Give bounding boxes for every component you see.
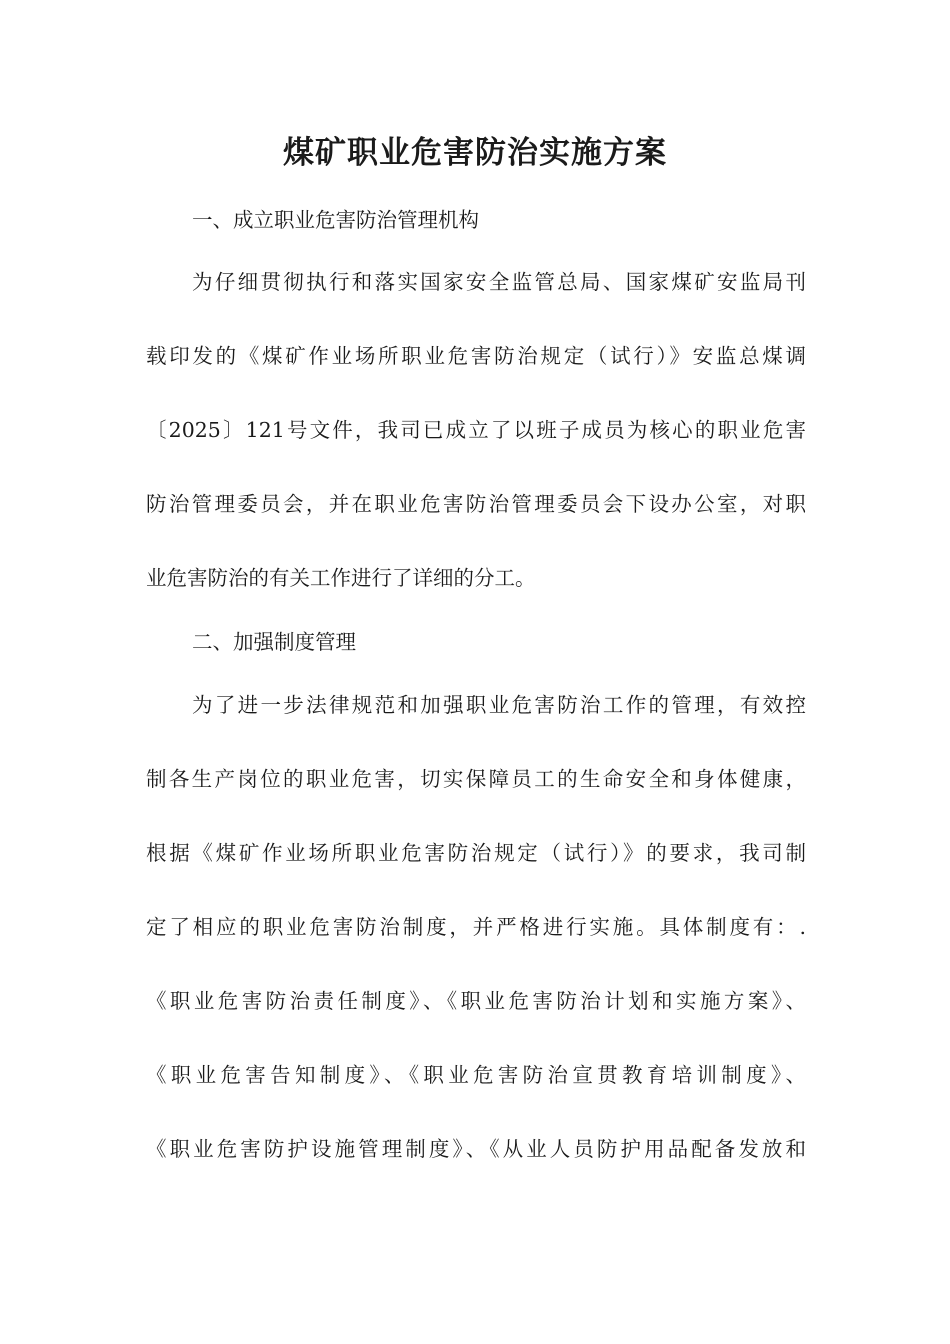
paragraph-line: 为仔细贯彻执行和落实国家安全监管总局、国家煤矿安监局刊 (192, 270, 806, 294)
paragraph-line: 业危害防治的有关工作进行了详细的分工。 (146, 566, 536, 590)
paragraph-line: 《职业危害防护设施管理制度》、《从业人员防护用品配备发放和 (146, 1137, 806, 1161)
paragraph-line: 定了相应的职业危害防治制度，并严格进行实施。具体制度有：. (146, 915, 806, 939)
section-heading-2: 二、加强制度管理 (192, 630, 356, 654)
paragraph-line: 〔2025〕121号文件，我司已成立了以班子成员为核心的职业危害 (146, 418, 806, 442)
paragraph-line: 防治管理委员会，并在职业危害防治管理委员会下设办公室，对职 (146, 492, 806, 516)
paragraph-line: 载印发的《煤矿作业场所职业危害防治规定（试行）》安监总煤调 (146, 344, 806, 368)
paragraph-line: 根据《煤矿作业场所职业危害防治规定（试行）》的要求，我司制 (146, 841, 806, 865)
paragraph-line: 《职业危害防治责任制度》、《职业危害防治计划和实施方案》、 (146, 989, 806, 1013)
section-heading-1: 一、成立职业危害防治管理机构 (192, 208, 479, 232)
paragraph-line: 《职业危害告知制度》、《职业危害防治宣贯教育培训制度》、 (146, 1063, 806, 1087)
paragraph-line: 为了进一步法律规范和加强职业危害防治工作的管理，有效控 (192, 693, 806, 717)
document-title: 煤矿职业危害防治实施方案 (283, 135, 667, 171)
paragraph-line: 制各生产岗位的职业危害，切实保障员工的生命安全和身体健康， (146, 767, 806, 791)
